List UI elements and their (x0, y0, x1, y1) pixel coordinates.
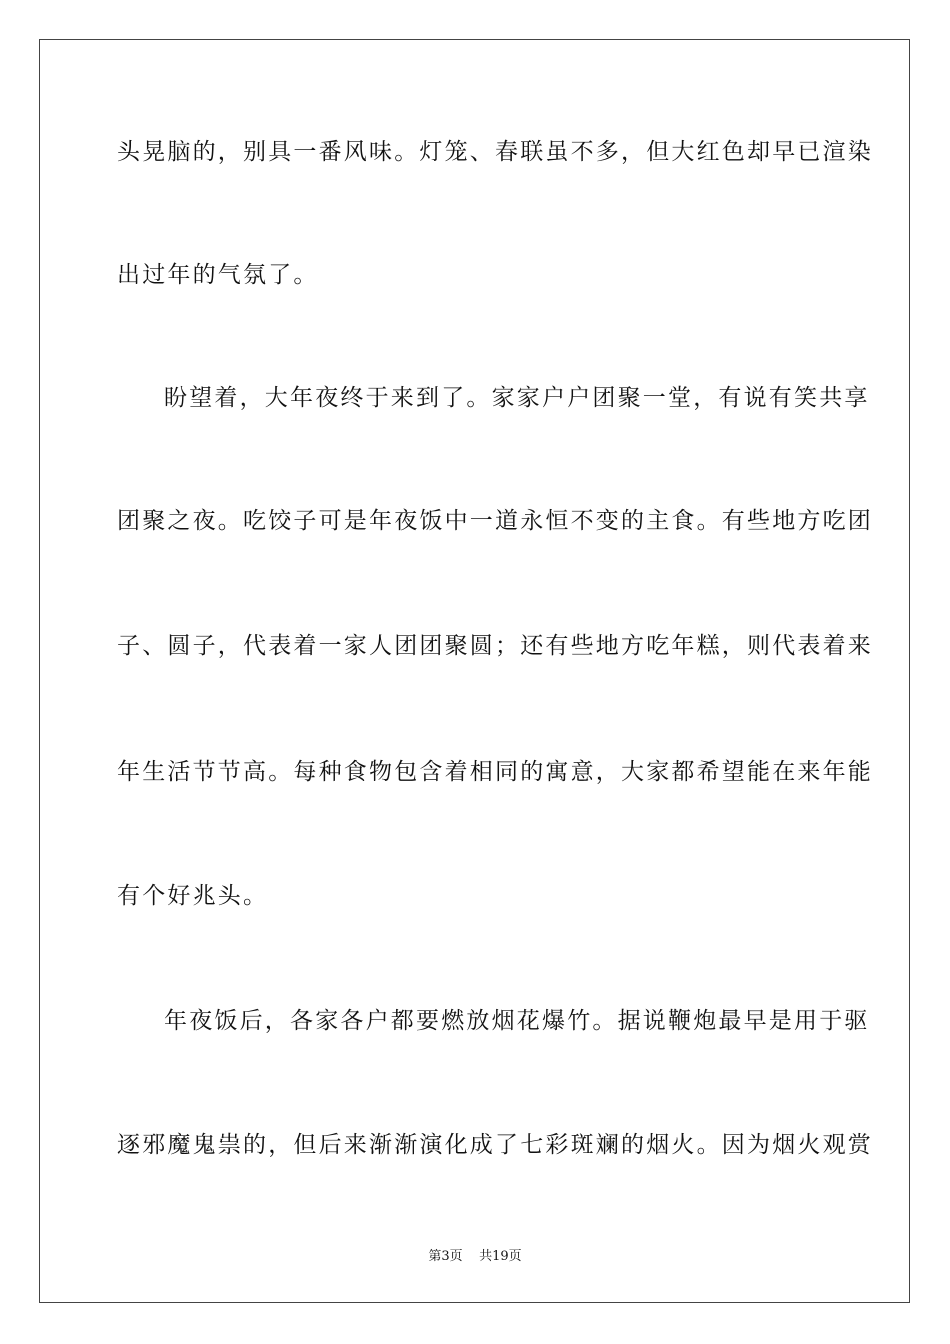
paragraph-start-line: 年夜饭后，各家各户都要燃放烟花爆竹。据说鞭炮最早是用于驱 (164, 1008, 870, 1034)
page-number: 第3页 (428, 1249, 463, 1264)
paragraph-start-line: 盼望着，大年夜终于来到了。家家户户团聚一堂，有说有笑共享 (164, 385, 870, 411)
text-line: 头晃脑的，别具一番风味。灯笼、春联虽不多，但大红色却早已渲染 (117, 139, 873, 165)
text-line: 团聚之夜。吃饺子可是年夜饭中一道永恒不变的主食。有些地方吃团 (117, 508, 873, 534)
text-line: 子、圆子，代表着一家人团团聚圆；还有些地方吃年糕，则代表着来 (117, 633, 873, 659)
page-footer (0, 1248, 950, 1266)
text-line: 逐邪魔鬼祟的，但后来渐渐演化成了七彩斑斓的烟火。因为烟火观赏 (117, 1132, 873, 1158)
page-border (39, 39, 910, 1303)
text-line: 有个好兆头。 (117, 883, 269, 909)
text-line: 年生活节节高。每种食物包含着相同的寓意，大家都希望能在来年能 (117, 759, 873, 785)
text-line: 出过年的气氛了。 (117, 262, 319, 288)
page-total: 共19页 (479, 1249, 522, 1264)
